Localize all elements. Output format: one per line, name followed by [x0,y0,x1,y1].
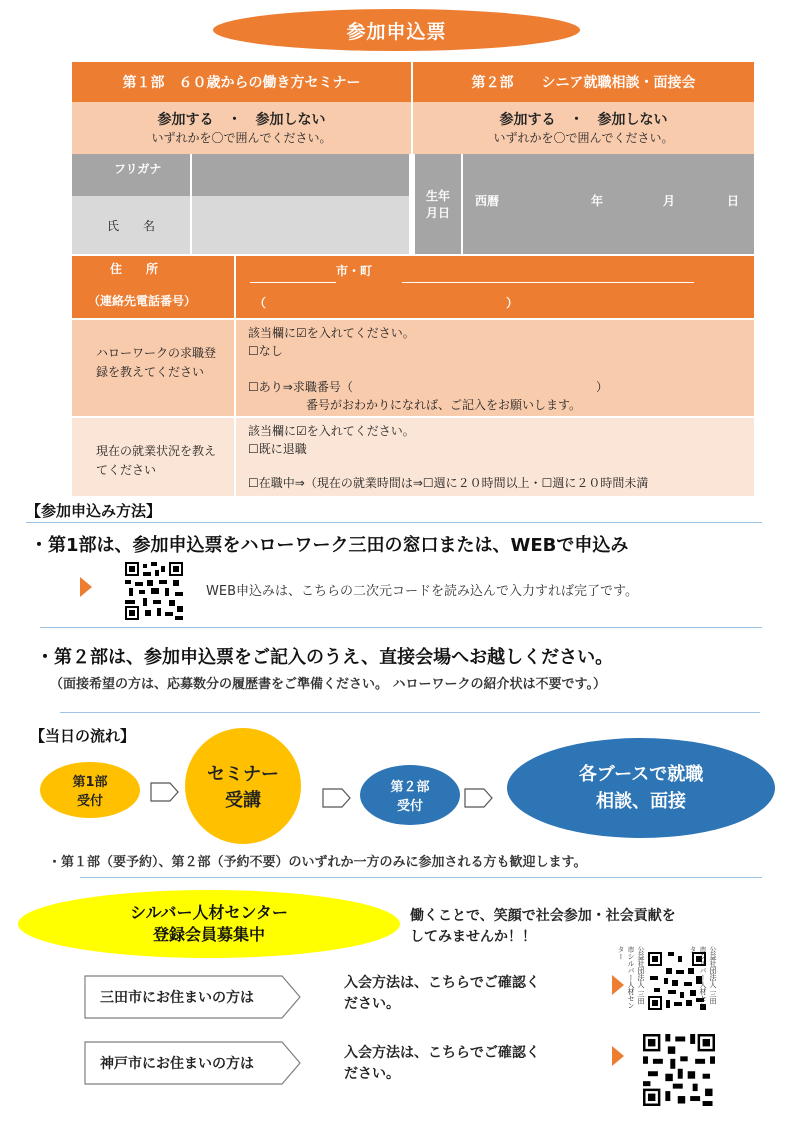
flow-step1-line2: 受付 [76,794,103,809]
kobe-qr-code-icon[interactable] [643,1034,715,1106]
flow-step2 [185,728,301,844]
part1-attend-choice: 参加する ・ 参加しない [157,112,326,128]
kobe-arrow-icon [612,1046,624,1066]
sanda-join-text [344,973,540,1015]
birth-month: 月 [663,194,676,208]
hw-yes-close: ） [596,380,609,394]
hw-field[interactable] [236,318,754,416]
phone-label: （連絡先電話番号） [88,294,197,308]
furigana-label: フリガナ [72,154,192,196]
name-field[interactable] [192,196,412,254]
kobe-label[interactable]: 神戸市にお住まいの方は [100,1056,254,1072]
flow-step1-line1: 第1部 [72,775,108,790]
sanda-qr-caption-right: 公益社団法人 三田市シルバー人材センター [689,946,717,1009]
flow-step2-line1: セミナー [207,764,279,785]
sanda-arrow-icon [612,975,624,995]
apply-part2-note: （面接希望の方は、応募数分の履歴書をご準備ください。 ハローワークの紹介状は不要です。） [50,677,606,692]
phone-open: （ [254,296,267,310]
hw-label: ハローワークの求職登録を教えてください [72,318,236,416]
work-employed-checkbox[interactable]: ☐在職中⇒（現在の就業時間は⇒☐週に２０時間以上・☐週に２０時間未満 [248,476,649,490]
part2-attend-instruction: いずれかを〇で囲んでください。 [493,131,674,145]
birth-day: 日 [727,194,740,208]
work-field[interactable] [236,416,754,496]
flow-heading: 【当日の流れ】 [30,727,136,745]
kobe-join-line2: ださい。 [344,1066,400,1082]
part2-attend-choice: 参加する ・ 参加しない [499,112,668,128]
sanda-join-line2: ださい。 [344,996,400,1012]
work-instruction: 該当欄に☑を入れてください。 [248,424,415,438]
flow-step2-line2: 受講 [225,790,261,811]
silver-slogan-line2: してみませんか！！ [410,929,536,945]
part1-attend-instruction: いずれかを〇で囲んでください。 [151,131,332,145]
hw-none-checkbox[interactable]: ☐なし [248,344,283,358]
address-field[interactable] [236,256,754,318]
work-retired-checkbox[interactable]: ☐既に退職 [248,442,307,456]
apply-part1: ・第1部は、参加申込票をハローワーク三田の窓口または、WEBで申込み [30,535,629,556]
flow-note: ・第１部（要予約）、第２部（予約不要）のいずれか一方のみに参加される方も歓迎します。 [48,855,587,870]
silver-center-badge [18,890,400,958]
flow-arrow-3-icon [464,786,494,810]
apply-part2: ・第２部は、参加申込票をご記入のうえ、直接会場へお越しください。 [36,647,614,668]
web-note: WEB申込みは、こちらの二次元コードを読み込んで入力すれば完了です。 [206,584,638,599]
birth-era: 西暦 [475,194,500,208]
flow-arrow-1-icon [150,780,180,804]
hw-yes-checkbox[interactable]: ☐あり⇒求職番号（ [248,380,353,394]
name-label: 氏 名 [72,196,192,254]
birth-label-line2: 月日 [425,206,450,220]
flow-step3 [360,765,460,825]
part2-header: 第２部 シニア就職相談・面接会 [413,62,754,102]
flow-step4-line1: 各ブースで就職 [578,764,704,785]
silver-line2: 登録会員募集中 [152,925,265,944]
form-title: 参加申込票 [213,9,580,51]
furigana-field[interactable] [192,154,412,196]
flow-step3-line1: 第２部 [390,780,430,795]
city-town-label: 市・町 [336,264,373,278]
sanda-join-line1: 入会方法は、こちらでご確認く [344,975,540,991]
silver-line1: シルバー人材センター [130,903,288,922]
flow-step4-line2: 相談、面接 [596,791,686,812]
flow-step1 [40,762,140,818]
kobe-join-line1: 入会方法は、こちらでご確認く [344,1045,540,1061]
address-label-cell [72,256,236,318]
birth-year: 年 [591,194,604,208]
address-underline [402,282,694,283]
flow-step3-line2: 受付 [396,799,423,814]
web-qr-code-icon[interactable] [125,562,183,620]
address-label: 住 所 [110,262,159,276]
apply-heading: 【参加申込み方法】 [26,502,162,520]
sanda-label[interactable]: 三田市にお住まいの方は [100,990,254,1006]
arrow-icon [80,577,92,597]
flow-arrow-2-icon [322,786,352,810]
kobe-join-text [344,1043,540,1085]
sanda-qr-block[interactable] [617,942,720,1018]
flow-step4 [507,738,775,838]
apply-rule-3 [60,712,760,713]
application-form [72,62,754,496]
flow-rule [80,877,762,878]
hw-instruction: 該当欄に☑を入れてください。 [248,326,415,340]
sanda-qr-caption-left: 公益社団法人 三田市シルバー人材センター [617,946,645,1009]
city-underline [250,282,336,283]
part1-attend-cell[interactable] [72,102,413,154]
phone-close: ） [506,296,519,310]
apply-rule-2 [40,627,762,628]
work-label: 現在の就業状況を教えてください [72,416,236,496]
birth-label [415,154,463,254]
apply-rule [26,522,762,523]
birth-label-line1: 生年 [425,189,450,203]
silver-slogan-line1: 働くことで、笑顔で社会参加・社会貢献を [410,908,676,924]
hw-note: 番号がおわかりになれば、ご記入をお願いします。 [306,398,582,412]
part2-attend-cell[interactable] [413,102,754,154]
birth-field[interactable] [463,154,754,254]
part1-header: 第１部 ６０歳からの働き方セミナー [72,62,413,102]
